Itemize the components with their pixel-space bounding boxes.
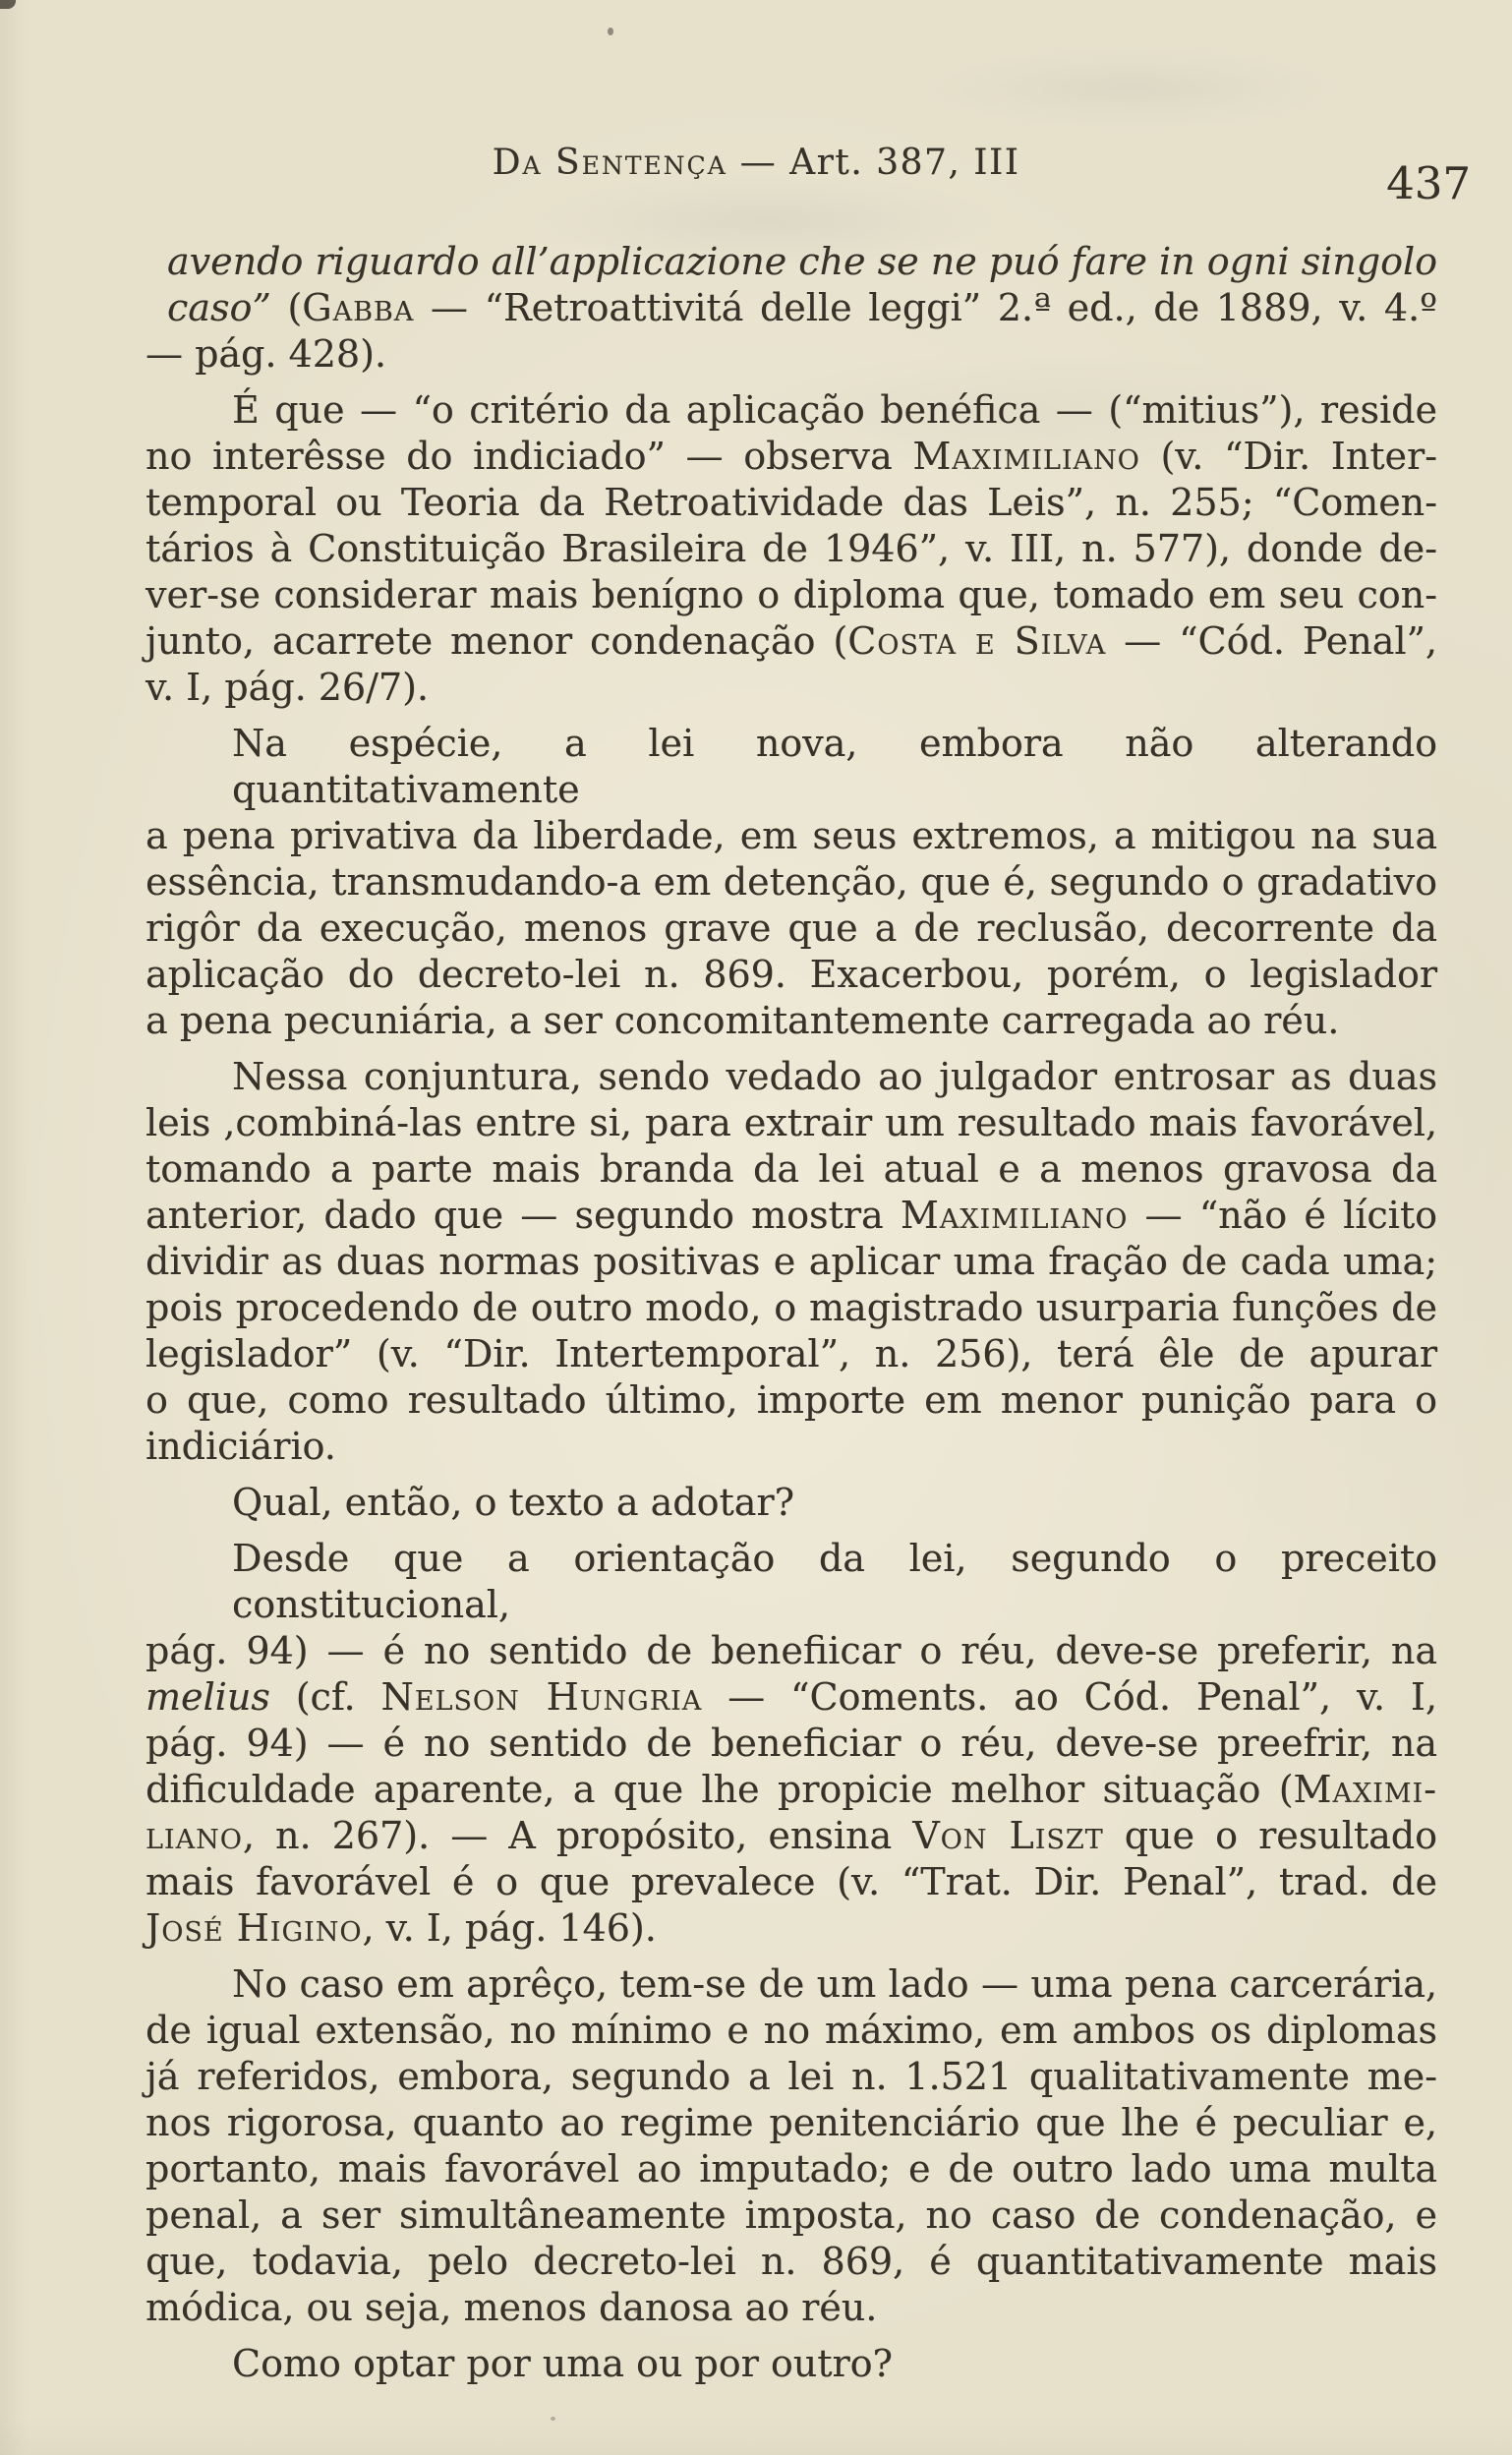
text-run: (v. “Dir. Inter- — [1139, 435, 1437, 478]
text-run: a pena pecuniária, a ser concomitantemente carregada ao réu. — [145, 999, 1340, 1042]
text-line — [145, 1905, 1437, 1952]
paragraph-no-caso — [145, 1961, 1437, 2331]
text-run: Na espécie, a lei nova, embora não alterando quantitativamente — [232, 722, 1437, 811]
text-run: que o resultado — [1103, 1814, 1438, 1857]
small-caps-run: José Higino — [145, 1906, 363, 1950]
text-run: mais favorável é o que prevalece (v. “Trat. Dir. Penal”, trad. de — [145, 1860, 1437, 1903]
text-line — [145, 1721, 1437, 1767]
italic-run: melius — [145, 1675, 270, 1719]
text-run: — “não é lícito — [1128, 1194, 1437, 1237]
text-run: tários à Constituição Brasileira de 1946”, v. III, n. 577), donde de- — [145, 527, 1437, 570]
text-run: portanto, mais favorável ao imputado; e de outro lado uma multa — [145, 2147, 1437, 2191]
text-line — [145, 721, 1437, 813]
text-line — [145, 618, 1437, 665]
text-line — [145, 2285, 1437, 2331]
text-run: ver-se considerar mais benígno o diploma que, tomado em seu con- — [145, 573, 1437, 616]
text-run: Qual, então, o texto a adotar? — [232, 1481, 794, 1524]
text-line — [145, 1100, 1437, 1146]
text-run: rigôr da execução, menos grave que a de reclusão, decorrente da — [145, 906, 1437, 950]
paragraph-na-especie — [145, 721, 1437, 1044]
text-run: — “Cód. Penal”, — [1106, 619, 1438, 663]
text-line — [145, 2239, 1437, 2285]
small-caps-run: Maximi- — [1293, 1768, 1437, 1811]
text-run: módica, ou seja, menos danosa ao réu. — [145, 2286, 878, 2329]
text-line — [145, 1239, 1437, 1285]
text-line — [145, 434, 1437, 480]
running-header — [0, 144, 1512, 183]
text-line — [145, 1480, 1437, 1526]
text-run: Nessa conjuntura, sendo vedado ao julgador entrosar as duas — [232, 1055, 1437, 1098]
text-run: indiciário. — [145, 1425, 336, 1468]
text-run: penal, a ser simultâneamente imposta, no caso de condenação, e — [145, 2193, 1437, 2237]
italic-run: avendo riguardo all’applicazione che se ne puó fare in ogni singolo — [167, 240, 1437, 283]
text-run: aplicação do decreto-lei n. 869. Exacerbou, porém, o legislador — [145, 953, 1437, 996]
text-run: já referidos, embora, segundo a lei n. 1.521 qualitativamente me- — [145, 2055, 1437, 2098]
text-line — [145, 1767, 1437, 1813]
text-run: temporal ou Teoria da Retroatividade das Leis”, n. 255; “Comen- — [145, 481, 1437, 524]
small-caps-run: Maximiliano — [912, 435, 1140, 478]
text-line — [145, 2054, 1437, 2100]
ink-speck — [634, 2309, 640, 2313]
text-line — [145, 1146, 1437, 1193]
paragraph-nessa-conjuntura — [145, 1054, 1437, 1470]
text-line — [145, 2100, 1437, 2146]
text-line — [145, 1193, 1437, 1239]
text-run: — “Retroattivitá delle leggi” 2.ª ed., de 1889, v. 4.º — [414, 286, 1437, 329]
paragraph-quote-italic — [145, 239, 1437, 378]
paragraph-como-optar — [145, 2341, 1437, 2387]
text-line — [145, 1813, 1437, 1859]
text-line — [145, 239, 1437, 285]
text-run: No caso em aprêço, tem-se de um lado — uma pena carcerária, — [232, 1962, 1437, 2006]
text-run: legislador” (v. “Dir. Intertemporal”, n. 256), terá êle de apurar — [145, 1332, 1437, 1375]
text-line — [145, 1961, 1437, 2008]
text-line — [145, 665, 1437, 711]
text-run: dificuldade aparente, a que lhe propicie melhor situação ( — [145, 1768, 1294, 1811]
text-run: tomando a parte mais branda da lei atual e a menos gravosa da — [145, 1147, 1437, 1191]
text-line — [145, 1628, 1437, 1674]
text-line — [145, 1377, 1437, 1424]
text-line — [145, 2341, 1437, 2387]
text-line — [145, 526, 1437, 572]
text-line — [145, 1285, 1437, 1331]
ink-speck — [608, 28, 613, 35]
text-run: v. I, pág. 26/7). — [145, 666, 429, 709]
text-run: junto, acarrete menor condenação ( — [145, 619, 848, 663]
text-line — [145, 906, 1437, 952]
text-line — [145, 1859, 1437, 1905]
text-line — [145, 2146, 1437, 2192]
text-run: o que, como resultado último, importe em menor punição para o — [145, 1378, 1437, 1422]
text-line — [145, 998, 1437, 1044]
text-line — [145, 1674, 1437, 1721]
paragraph-e-que — [145, 387, 1437, 711]
text-run: leis ,combiná-las entre si, para extrair um resultado mais favorável, — [145, 1101, 1437, 1144]
text-line — [145, 1536, 1437, 1628]
text-line — [145, 387, 1437, 434]
text-run: , n. 267). — A propósito, ensina — [242, 1814, 913, 1857]
text-line — [145, 480, 1437, 526]
text-run: ( — [270, 286, 303, 329]
text-run: de igual extensão, no mínimo e no máximo, em ambos os diplomas — [145, 2009, 1437, 2052]
small-caps-run: Gabba — [302, 286, 415, 329]
text-run: pág. 94) — é no sentido de beneficiar o réu, deve-se preefrir, na — [145, 1722, 1437, 1765]
text-run: dividir as duas normas positivas e aplicar uma fração de cada uma; — [145, 1240, 1437, 1283]
text-block — [145, 239, 1437, 2387]
text-line — [145, 572, 1437, 618]
text-line — [145, 285, 1437, 331]
text-line — [145, 331, 1437, 378]
paragraph-desde-que — [145, 1536, 1437, 1952]
small-caps-run: Von Liszt — [912, 1814, 1104, 1857]
text-run: anterior, dado que — segundo mostra — [145, 1194, 901, 1237]
paragraph-qual-entao — [145, 1480, 1437, 1526]
text-run: — pág. 428). — [145, 332, 386, 376]
small-caps-run: Nelson Hungria — [380, 1675, 703, 1719]
small-caps-run: Maximiliano — [900, 1194, 1129, 1237]
page-number: 437 — [1386, 157, 1471, 209]
text-run: a pena privativa da liberdade, em seus extremos, a mitigou na sua — [145, 814, 1437, 857]
text-line — [145, 1331, 1437, 1377]
ink-speck — [551, 2417, 555, 2421]
text-line — [145, 859, 1437, 906]
small-caps-run: liano — [145, 1814, 243, 1857]
text-run: essência, transmudando-a em detenção, que é, segundo o gradativo — [145, 860, 1437, 904]
text-run: — Art. 387, III — [727, 143, 1020, 183]
small-caps-run: Da Sentença — [492, 143, 727, 183]
text-run: (cf. — [269, 1675, 381, 1719]
text-run: Como optar por uma ou por outro? — [232, 2342, 893, 2385]
text-line — [145, 1424, 1437, 1470]
text-run: nos rigorosa, quanto ao regime penitenciário que lhe é peculiar e, — [145, 2101, 1437, 2144]
text-line — [145, 952, 1437, 998]
italic-run: caso” — [167, 286, 271, 329]
small-caps-run: Costa e Silva — [847, 619, 1107, 663]
text-run: Desde que a orientação da lei, segundo o preceito constitucional, — [232, 1537, 1437, 1626]
text-line — [145, 813, 1437, 859]
text-run: , v. I, pág. 146). — [362, 1906, 657, 1950]
text-run: É que — “o critério da aplicação benéfica — (“mitius”), reside — [232, 388, 1437, 432]
text-run: pág. 94) — é no sentido de benefiicar o réu, deve-se preferir, na — [145, 1629, 1437, 1672]
text-line — [145, 1054, 1437, 1100]
text-run: no interêsse do indiciado” — observa — [145, 435, 913, 478]
ink-speck — [0, 0, 16, 9]
text-run: que, todavia, pelo decreto-lei n. 869, é quantitativamente mais — [145, 2240, 1437, 2283]
text-run: pois procedendo de outro modo, o magistrado usurparia funções de — [145, 1286, 1437, 1329]
text-line — [145, 2008, 1437, 2054]
text-line — [145, 2192, 1437, 2239]
text-run: — “Coments. ao Cód. Penal”, v. I, — [702, 1675, 1438, 1719]
